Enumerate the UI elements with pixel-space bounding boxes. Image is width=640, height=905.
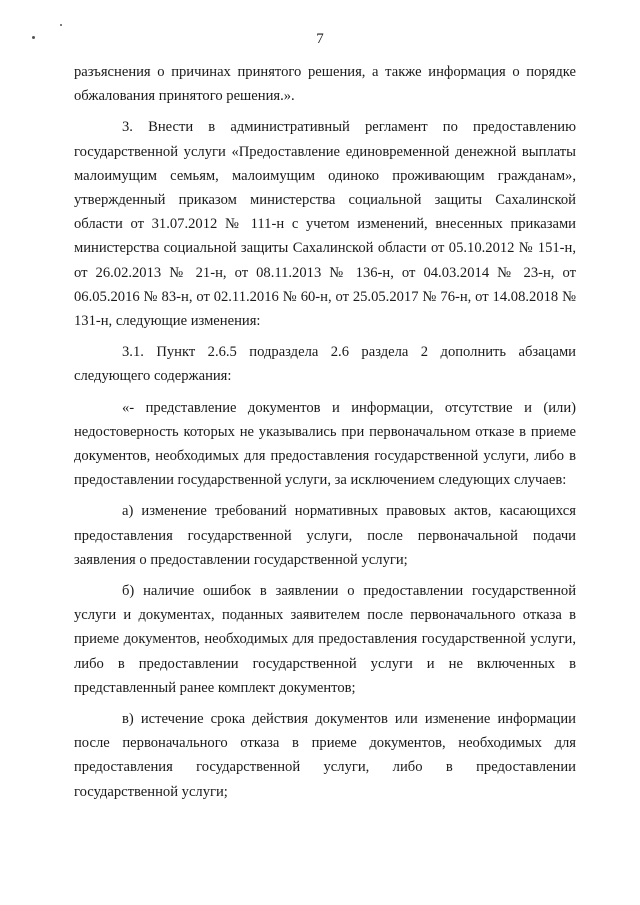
paragraph-item-3: 3. Внести в административный регламент по предоставлению государственной услуги «Предоставление единовременной денежной выплаты малоимущим семьям, малоимущим одиноко проживающим гражданам», утвержденный приказом министерства социальной защиты Сахалинской области от 31.07.2012 № 111-н с учетом изменений, внесенных приказами министерства социальной защиты Сахалинской области от 05.10.2012 № 151-н, от 26.02.2013 № 21-н, от 08.11.2013 № 136-н, от 04.03.2014 № 23-н, от 06.05.2016 № 83-н, от 02.11.2016 № 60-н, от 25.05.2017 № 76-н, от 14.08.2018 № 131-н, следующие изменения: <box>74 119 576 330</box>
page-number: 7 <box>316 31 324 47</box>
paragraph-continuation: разъяснения о причинах принятого решения, а также информация о порядке обжалования принятого решения.». <box>74 64 576 105</box>
paragraph-subitem-b: б) наличие ошибок в заявлении о предоставлении государственной услуги и документах, поданных заявителем после первоначального отказа в приеме документов, необходимых для предоставления государственной услуги, либо в предоставлении государственной услуги и не включенных в представленный ранее комплект документов; <box>74 583 576 696</box>
paragraph-subitem-a: а) изменение требований нормативных правовых актов, касающихся предоставления государственной услуги, после первоначальной подачи заявления о предоставлении государственной услуги; <box>74 503 576 568</box>
scan-speck <box>60 24 62 26</box>
document-body <box>74 60 576 804</box>
paragraph-quoted-clause: «- представление документов и информации, отсутствие и (или) недостоверность которых не указывались при первоначальном отказе в приеме документов, необходимых для предоставления государственной услуги, либо в предоставлении государственной услуги, за исключением следующих случаев: <box>74 399 576 489</box>
paragraph-subitem-v: в) истечение срока действия документов или изменение информации после первоначального отказа в приеме документов, необходимых для предоставления государственной услуги, либо в предоставлении государственной услуги; <box>74 711 576 800</box>
paragraph-item-3-1: 3.1. Пункт 2.6.5 подраздела 2.6 раздела 2 дополнить абзацами следующего содержания: <box>74 344 576 385</box>
